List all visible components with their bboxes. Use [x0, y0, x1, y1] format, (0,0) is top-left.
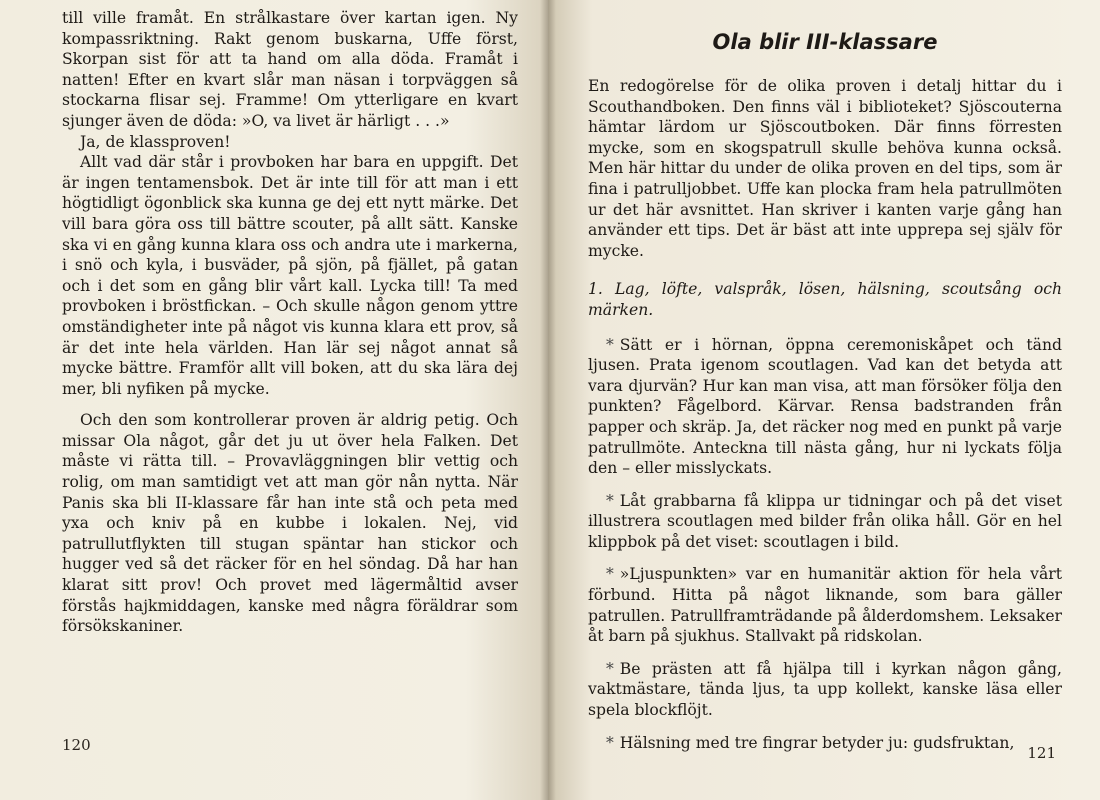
list-item	[588, 733, 1062, 754]
paragraph: till ville framåt. En strålkastare över kartan igen. Ny kompassriktning. Rakt genom buskarna, Uffe först, Skorpan sist för att ta hand om alla döda. Framåt i natten! Efter en kvart slår man näsan i torpväggen så stockarna flisar sej. Framme! Om ytterligare en kvart sjunger även de döda: »O, va livet är härligt . . .»	[62, 9, 518, 130]
right-page	[548, 0, 1100, 800]
paragraph: Allt vad där står i provboken har bara en uppgift. Det är ingen tentamensbok. Det är inte till för att man i ett högtidligt ögonblick ska kunna ge dej ett nytt märke. Det vill bara göra oss till bättre scouter, på allt sätt. Kanske ska vi en gång kunna klara oss och andra ute i markerna, i snö och kyla, i busväder, på sjön, på fjället, på gatan och i det som en gång blir vårt kall. Lycka till! Ta med provboken i bröstfickan. – Och skulle någon genom yttre omständigheter inte på något vis kunna klara ett prov, så är det inte hela världen. Han lär sej något annat så mycke bättre. Framför allt vill boken, att du ska lära dej mer, bli nyfiken på mycke.	[62, 153, 518, 398]
paragraph: Och den som kontrollerar proven är aldrig petig. Och missar Ola något, går det ju ut över hela Falken. Det måste vi rätta till. – Provavläggningen blir vettig och rolig, om man samtidigt vet att man gör nån nytta. När Panis ska bli II-klassare får han inte stå och peta med yxa och kniv på en kubbe i lokalen. Nej, vid patrullutflykten till stugan späntar han stickor och hugger ved så det räcker för en hel söndag. Då har han klarat sitt prov! Och provet med lägermåltid avser förstås hajkmiddagen, kanske med några föräldrar som försökskaniner.	[62, 411, 518, 636]
list-item	[588, 659, 1062, 721]
left-page	[0, 0, 548, 800]
paragraph: Ja, de klassproven!	[80, 132, 231, 151]
list-item	[588, 564, 1062, 646]
asterisk-icon: *	[606, 659, 614, 678]
list-item-text: Låt grabbarna få klippa ur tidningar och på det viset illustrera scoutlagen med bilder från olika håll. Gör en hel klippbok på det viset: scoutlagen i bild.	[588, 491, 1062, 551]
asterisk-icon: *	[606, 335, 614, 354]
page-number: 120	[62, 736, 91, 754]
list-item-text: Hälsning med tre fingrar betyder ju: gudsfruktan,	[619, 733, 1015, 752]
left-text-column	[62, 8, 518, 637]
list-item-text: »Ljuspunkten» var en humanitär aktion för hela vårt förbund. Hitta på något liknande, som bara gäller patrullen. Patrullframträdande på ålderdomshem. Leksaker åt barn på sjukhus. Stallvakt på ridskolan.	[588, 565, 1062, 646]
intro-paragraph: En redogörelse för de olika proven i detalj hittar du i Scouthandboken. Den finns väl i biblioteket? Sjöscouterna hämtar lärdom ur Sjöscoutboken. Där finns förresten mycke, som en skogspatrull skulle behöva kunna också. Men här hittar du under de olika proven en del tips, som är fina i patrulljobbet. Uffe kan plocka fram hela patrullmöten ur det här avsnittet. Han skriver i kanten varje gång han använder ett tips. Det är bäst att inte upprepa sej själv för mycke.	[588, 77, 1062, 260]
right-text-column	[588, 24, 1062, 753]
asterisk-icon: *	[606, 565, 614, 584]
chapter-title: Ola blir III-klassare	[712, 30, 938, 54]
section-number: 1.	[588, 280, 603, 299]
asterisk-icon: *	[606, 491, 614, 510]
tips-list	[588, 335, 1062, 754]
page-number: 121	[1027, 744, 1056, 762]
section-title: Lag, löfte, valspråk, lösen, hälsning, scoutsång och märken.	[588, 280, 1062, 319]
asterisk-icon: *	[606, 733, 614, 752]
list-item	[588, 491, 1062, 553]
list-item-text: Be prästen att få hjälpa till i kyrkan någon gång, vaktmästare, tända ljus, ta upp kollekt, kanske läsa eller spela blockflöjt.	[588, 659, 1062, 720]
book-gutter	[540, 0, 556, 800]
section-heading	[588, 279, 1062, 320]
list-item-text: Sätt er i hörnan, öppna ceremoniskåpet och tänd ljusen. Prata igenom scoutlagen. Vad kan det betyda att vara djurvän? Hur kan man visa, att man försöker följa den punkten? Fågelbord. Kärvar. Rensa badstranden från papper och skräp. Ja, det räcker nog med en punkt på varje patrullmöte. Anteckna till nästa gång, hur ni lyckats följa den – eller misslyckats.	[588, 335, 1062, 478]
list-item	[588, 335, 1062, 479]
